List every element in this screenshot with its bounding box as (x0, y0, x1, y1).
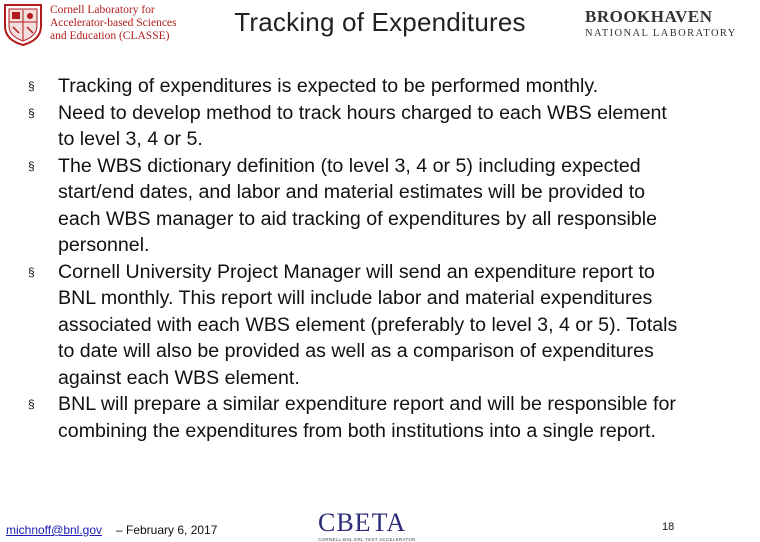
cornell-logo-line: and Education (CLASSE) (50, 30, 170, 42)
bullet-text: Tracking of expenditures is expected to be performed monthly. (58, 75, 599, 97)
list-item (28, 391, 688, 444)
list-item (28, 100, 688, 153)
bullet-marker-icon: § (28, 397, 35, 411)
bnl-logo-name: BROOKHAVEN (585, 7, 713, 26)
bullet-text: Need to develop method to track hours charged to each WBS element to level 3, 4 or 5. (58, 101, 667, 150)
cbeta-logo-tagline: CORNELL-BNL ERL TEST ACCELERATOR (318, 537, 416, 542)
bullet-text: The WBS dictionary definition (to level 3, 4 or 5) including expected start/end dates, and labor and material estimates will be provided to each WBS manager to aid tracking of expenditures by all responsible personnel. (58, 154, 658, 256)
bullet-marker-icon: § (28, 264, 35, 279)
cornell-logo-line: Cornell Laboratory for (50, 4, 155, 16)
cornell-logo-line: Accelerator-based Sciences (50, 17, 177, 29)
slide-header (0, 0, 737, 52)
bullet-text: Cornell University Project Manager will send an expenditure report to BNL monthly. This report will include labor and material expenditures associated with each WBS element (preferably to level 3, 4 or 5). Totals to date will also be provided as well as a comparison of expenditures against each WBS element. (58, 260, 678, 389)
cbeta-logo-wordmark: CBETA (318, 508, 407, 537)
bullet-list (28, 73, 688, 444)
cbeta-logo (318, 508, 416, 542)
bnl-logo-subtitle: NATIONAL LABORATORY (585, 28, 737, 39)
footer-email-link[interactable]: michnoff@bnl.gov (6, 523, 103, 537)
slide-title: Tracking of Expenditures (234, 7, 526, 37)
list-item (28, 153, 688, 259)
page-number: 18 (662, 521, 675, 533)
bullet-marker-icon: § (28, 158, 35, 173)
bullet-marker-icon: § (28, 79, 35, 93)
footer-date: – February 6, 2017 (116, 523, 218, 537)
bullet-marker-icon: § (28, 105, 35, 120)
bullet-text: BNL will prepare a similar expenditure report and will be responsible for combining the expenditures from both institutions into a single report. (58, 393, 676, 442)
list-item (28, 259, 688, 392)
list-item (28, 73, 688, 100)
brookhaven-logo (585, 7, 737, 40)
